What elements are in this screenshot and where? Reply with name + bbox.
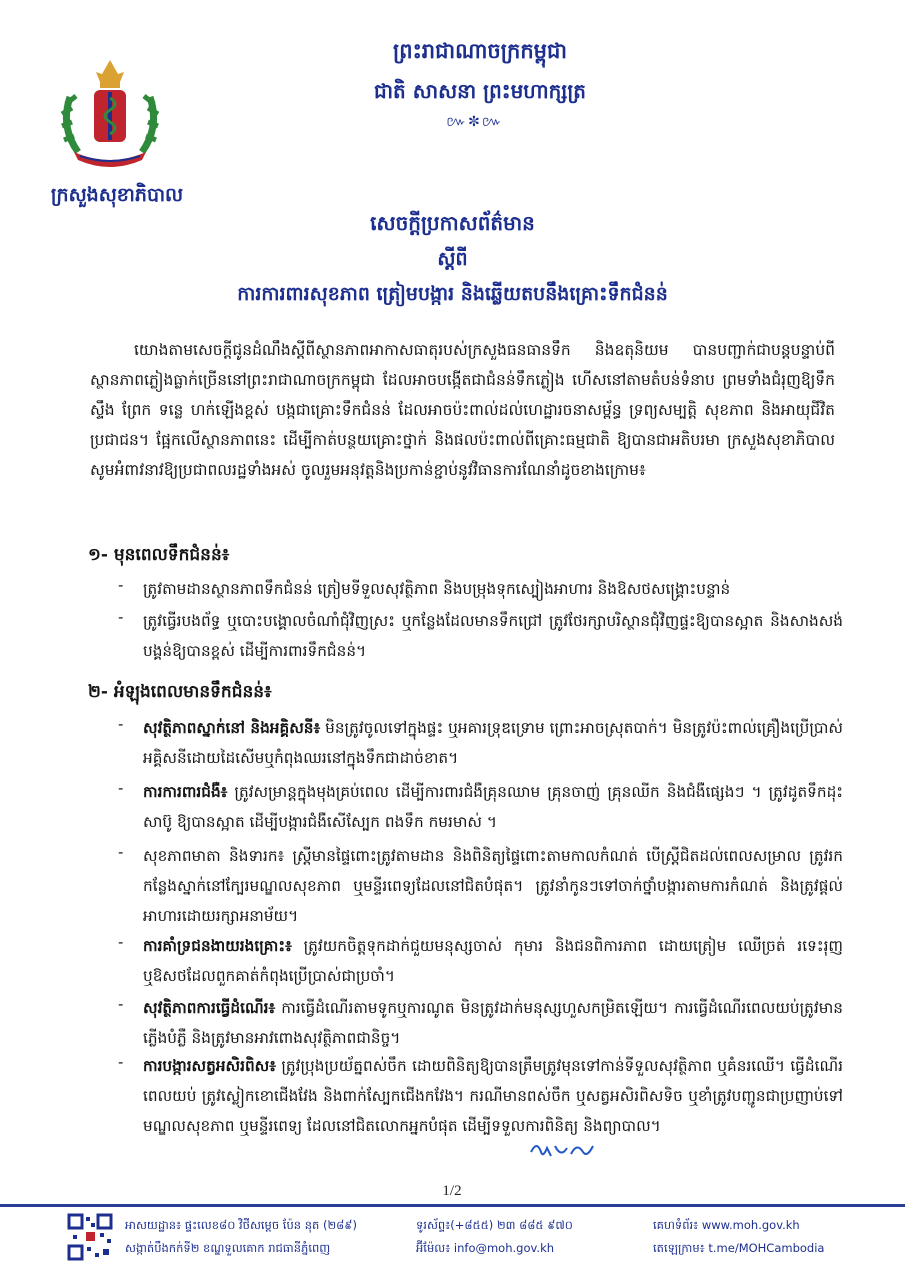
bullet-dash: - (118, 933, 124, 951)
page-number: 1/2 (442, 1183, 462, 1199)
item-text: ត្រូវសម្រាន្តក្នុងមុងគ្រប់ពេល ដើម្បីការពារជំងឺគ្រុនឈាម គ្រុនចាញ់ គ្រុនឈីក និងជំងឺផ្សេងៗ ។ ត្រូវដូតទឹកដុះសាប៊ូ ឱ្យបានស្អាត ដើម្បីបង្ការជំងឺសើស្បែក ពងទឹក កមរមាស់ ។ (143, 783, 843, 831)
section-1-heading: ១- មុនពេលទឹកជំនន់៖ (88, 545, 230, 565)
bullet-dash: - (118, 779, 124, 797)
doc-title: សេចក្តីប្រកាសព័ត៌មាន (370, 211, 535, 235)
bullet-dash: - (118, 1053, 124, 1071)
ministry-name: ក្រសួងសុខាភិបាល (50, 184, 184, 206)
qr-code-icon (67, 1213, 113, 1261)
section-2-item-housing-electricity (143, 713, 843, 773)
section-1-item: ត្រូវតាមដានស្ថានភាពទឹកជំនន់ ត្រៀមទីទួលសុវត្ថិភាព និងបម្រុងទុកស្បៀងអាហារ និងឱសថសង្គ្រោះបន្ទាន់ (143, 580, 731, 598)
item-label: ការគាំទ្រជនងាយរងគ្រោះ៖ (143, 937, 292, 955)
footer-address-line2: សង្កាត់បឹងកក់ទី២ ខណ្ឌទួលគោក រាជធានីភ្នំពេញ (125, 1241, 331, 1255)
bullet-dash: - (118, 608, 124, 626)
ornament-divider: ៚✼៚ (446, 114, 504, 130)
item-text: មិនត្រូវចូលទៅក្នុងផ្ទះ ឬអគារទ្រុឌទ្រោម ព្រោះអាចស្រុតបាក់។ មិនត្រូវប៉ះពាល់គ្រឿងប្រើប្រាស់អគ្គិសនីដោយដៃសើមឬកំពុងឈរនៅក្នុងទឹកជាដាច់ខាត។ (143, 719, 844, 767)
item-label: សុវត្ថិភាពការធ្វើដំណើរ៖ (143, 999, 276, 1017)
section-2-item-disease-prevention (143, 777, 843, 837)
item-text: ត្រូវយកចិត្តទុកដាក់ជួយមនុស្សចាស់ កុមារ និងជនពិការភាព ដោយត្រៀម ឈើច្រត់ រទេះរុញ ឬឱសថដែលពួកគាត់កំពុងប្រើប្រាស់ជាប្រចាំ។ (143, 937, 843, 985)
initials-signature (527, 1138, 597, 1162)
intro-paragraph: យោងតាមសេចក្តីជូនដំណឹងស្តីពីស្ថានភាពអាកាសធាតុរបស់ក្រសួងធនធានទឹក និងឧតុនិយម បានបញ្ជាក់ជាបន្តបន្ទាប់ពីស្ថានភាពភ្លៀងធ្លាក់ច្រើននៅព្រះរាជាណាចក្រកម្ពុជា ដែលអាចបង្កើតជាជំនន់ទឹកភ្លៀង ហើសនៅតាមតំបន់ទំនាប ព្រមទាំងជំរុញឱ្យទឹកស្ទឹង ព្រែក ទន្លេ ហក់ឡើងខ្ពស់ បង្កជាគ្រោះទឹកជំនន់ ដែលអាចប៉ះពាល់ដល់ហេដ្ឋារចនាសម្ព័ន្ធ ទ្រព្យសម្បត្តិ សុខភាព និងអាយុជីវិតប្រជាជន។ ផ្អែកលើស្ថានភាពនេះ ដើម្បីកាត់បន្ថយគ្រោះថ្នាក់ និងផលប៉ះពាល់ពីគ្រោះធម្មជាតិ ឱ្យបានជាអតិបរមា ក្រសួងសុខាភិបាលសូមអំពាវនាវឱ្យប្រជាពលរដ្ឋទាំងអស់ ចូលរួមអនុវត្តនិងប្រកាន់ខ្ជាប់នូវវិធានការណែនាំដូចខាងក្រោម៖ (90, 341, 835, 479)
bullet-dash: - (118, 715, 124, 733)
moh-emblem-icon (50, 52, 170, 177)
item-label: ការបង្ការសត្វអសិរពិស៖ (143, 1057, 276, 1075)
doc-title-about: ស្តីពី (437, 248, 468, 270)
item-text: ការធ្វើដំណើរតាមទូកឬការណូត មិនត្រូវដាក់មនុស្សហួសកម្រិតឡើយ។ ការធ្វើដំណើរពេលយប់ត្រូវមានភ្លើងបំភ្លឺ និងត្រូវមានអាវពោងសុវត្ថិភាពជានិច្ច។ (143, 999, 843, 1047)
item-text: សុខភាពមាតា និងទារក៖ ស្ត្រីមានផ្ទៃពោះត្រូវតាមដាន និងពិនិត្យផ្ទៃពោះតាមកាលកំណត់ បើស្ត្រីជិតដល់ពេលសម្រាល ត្រូវរកកន្លែងស្នាក់នៅក្បែរមណ្ឌលសុខភាព ឬមន្ទីរពេទ្យដែលនៅជិតបំផុត។ ត្រូវនាំកូនៗទៅចាក់ថ្នាំបង្ការតាមការកំណត់ និងត្រូវផ្តល់អាហារដោយរក្សាអនាម័យ។ (143, 847, 843, 925)
nation-religion-king-line: ជាតិ សាសនា ព្រះមហាក្សត្រ (374, 79, 586, 103)
section-2-item-travel-safety (143, 993, 843, 1053)
section-1-item: ត្រូវធ្វើរបងព័ទ្ធ ឬបោះបង្គោលចំណាំជុំវិញស្រះ ឬកន្លែងដែលមានទឹកជ្រៅ ត្រូវថែរក្សាបរិស្ថានជុំវិញផ្ទះឱ្យបានស្អាត និងសាងសង់បង្គន់ឱ្យបានខ្ពស់ ដើម្បីការពារទឹកជំនន់។ (143, 612, 843, 660)
item-label: ការការពារជំងឺ៖ (143, 783, 228, 801)
doc-subject: ការការពារសុខភាព ត្រៀមបង្ការ និងឆ្លើយតបនឹងគ្រោះទឹកជំនន់ (237, 283, 668, 305)
kingdom-line: ព្រះរាជាណាចក្រកម្ពុជា (392, 39, 567, 63)
footer-address-line1: អាសយដ្ឋាន៖ ផ្ទះលេខ៨០ វិថីសម្តេច ប៉ែន នុត (២៨៩) (125, 1218, 357, 1232)
footer-phone: ទូរស័ព្ទ៖(+៨៥៥) ២៣ ៨៨៥ ៩៧០ (416, 1218, 573, 1232)
bullet-dash: - (118, 576, 124, 594)
bullet-dash: - (118, 995, 124, 1013)
section-2-item-vulnerable-support (143, 931, 843, 991)
section-2-item-maternal-health (143, 841, 843, 931)
item-label: សុវត្ថិភាពស្នាក់នៅ និងអគ្គិសនី៖ (143, 719, 321, 737)
bullet-dash: - (118, 843, 124, 861)
section-2-item-venomous-animals (143, 1051, 843, 1141)
footer-email[interactable]: អ៊ីម៉ែល៖ info@moh.gov.kh (416, 1241, 555, 1255)
section-2-heading: ២- អំឡុងពេលមានទឹកជំនន់៖ (88, 682, 272, 702)
footer-divider (0, 1204, 905, 1207)
footer-website[interactable]: គេហទំព័រ៖ www.moh.gov.kh (653, 1218, 800, 1232)
footer-telegram[interactable]: តេឡេក្រាម៖ t.me/MOHCambodia (653, 1241, 825, 1255)
item-text: ត្រូវប្រុងប្រយ័ត្នពស់ចឹក ដោយពិនិត្យឱ្យបានត្រឹមត្រូវមុនទៅកាន់ទីទួលសុវត្ថិភាព ឬគំនរឈើ។ ធ្វើដំណើរពេលយប់ ត្រូវស្លៀកខោជើងវែង និងពាក់ស្បែកជើងកវែង។ ករណីមានពស់ចឹក ឬសត្វអសិរពិសទិច ឬខាំត្រូវបញ្ជូនជាប្រញាប់ទៅមណ្ឌលសុខភាព ឬមន្ទីរពេទ្យ ដែលនៅជិតលោកអ្នកបំផុត ដើម្បីទទួលការពិនិត្យ និងព្យាបាល។ (143, 1057, 843, 1135)
